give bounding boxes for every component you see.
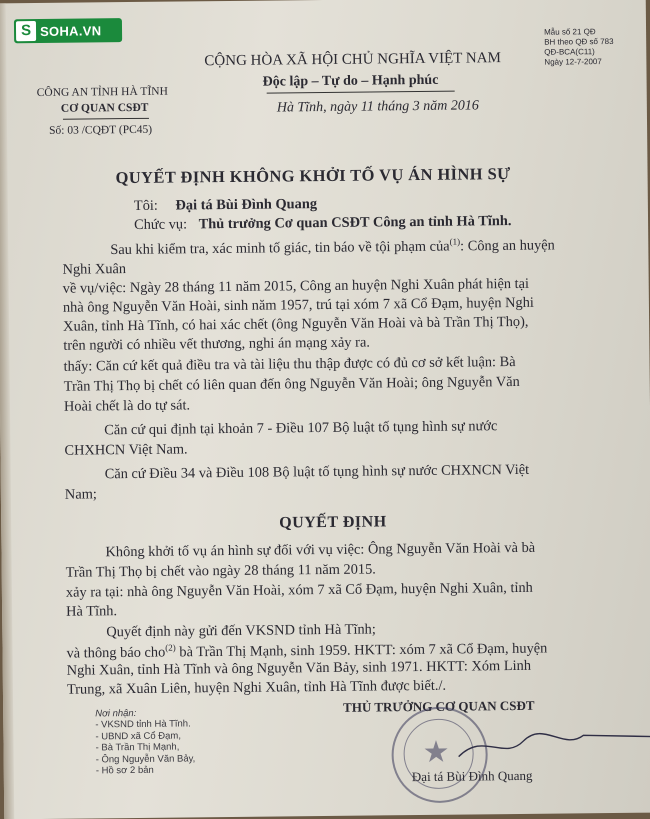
body-line: Căn cứ Điều 34 và Điều 108 Bộ luật tố tụng hình sự nước CHXNCN Việt [104, 461, 530, 483]
decision-line: Nghi Xuân, tỉnh Hà Tĩnh và ông Nguyễn Văn Bảy, sinh 1971. HKTT: Xóm Linh [66, 657, 532, 679]
body-line: Hoài chết là do tự sát. [63, 397, 191, 415]
officer-toi: Tôi: Đại tá Bùi Đình Quang [133, 196, 318, 214]
soha-logo-mark: S [16, 21, 36, 41]
recipient-item: - UBND xã Cổ Đạm, [95, 730, 181, 743]
signature-title: THỦ TRƯỞNG CƠ QUAN CSĐT [343, 697, 535, 715]
signature-icon [453, 724, 650, 766]
decision-line: và thông báo cho$^{(2)}$ bà Trần Thị Mạnh, sinh 1959. HKTT: xóm 7 xã Cổ Đạm, huyện [66, 640, 548, 662]
body-line: Nam; [64, 486, 97, 503]
issue-date: Hà Tĩnh, ngày 11 tháng 3 năm 2016 [276, 98, 479, 116]
body-line: về vụ/việc: Ngày 28 tháng 11 năm 2015, Công an huyện Nghi Xuân phát hiện tại [62, 275, 530, 297]
recipient-item: - Bà Trần Thị Mạnh, [95, 741, 180, 754]
decision-line: Trần Thị Thọ bị chết vào ngày 28 tháng 11 năm 2015. [65, 561, 376, 581]
motto: Độc lập – Tự do – Hạnh phúc [262, 72, 439, 90]
officer-position: Chức vụ: Thủ trưởng Cơ quan CSĐT Công an tỉnh Hà Tĩnh. [133, 213, 512, 233]
soha-logo-text: SOHA.VN [39, 22, 102, 39]
soha-logo [14, 18, 122, 43]
body-line: trên người có nhiều vết thương, nghi án mạng xảy ra. [63, 334, 370, 354]
decision-line: Hà Tĩnh. [66, 603, 118, 620]
recipient-item: - Ông Nguyễn Văn Bảy, [95, 753, 196, 766]
paper-edge [0, 3, 14, 819]
recipients-list [95, 707, 195, 776]
body-line: Xuân, tỉnh Hà Tĩnh, có hai xác chết (ông Nguyễn Văn Hoài và bà Trần Thị Thọ), [63, 313, 529, 335]
recipient-item: - Hồ sơ 2 bản [95, 764, 154, 777]
body-line: thấy: Căn cứ kết quả điều tra và tài liệu thu thập được có đủ cơ sở kết luận: Bà [63, 354, 516, 375]
recipients-label: Nơi nhận: [95, 707, 137, 720]
recipient-item: - VKSND tỉnh Hà Tĩnh. [95, 718, 191, 731]
body-line: Trần Thị Thọ bị chết có liên quan đến ông Nguyễn Văn Hoài; ông Nguyễn Văn [63, 373, 520, 395]
agency-name: CÔNG AN TỈNH HÀ TĨNH [36, 85, 168, 100]
decision-heading: QUYẾT ĐỊNH [279, 513, 387, 532]
official-seal-icon: ★ [391, 706, 488, 803]
decision-line: Trung, xã Xuân Liên, huyện Nghi Xuân, tỉnh Hà Tĩnh được biết./. [66, 677, 447, 698]
dept-name: CƠ QUAN CSĐT [60, 101, 149, 115]
body-line: nhà ông Nguyễn Văn Hoài, sinh năm 1957, trú tại xóm 7 xã Cổ Đạm, huyện Nghi [62, 294, 534, 316]
body-line: Sau khi kiểm tra, xác minh tố giác, tin báo về tội phạm của$^{(1)}$: Công an huyện [110, 236, 555, 259]
body-line: Căn cứ qui định tại khoản 7 - Điều 107 Bộ luật tố tụng hình sự nước [104, 418, 498, 439]
decision-line: xảy ra tại: nhà ông Nguyễn Văn Hoài, xóm 7 xã Cổ Đạm, huyện Nghi Xuân, tỉnh [65, 579, 533, 601]
form-note: Mẫu số 21 QĐ BH theo QĐ số 783 QĐ-BCA(C11) Ngày 12-7-2007 [544, 27, 614, 67]
decision-line: Không khởi tố vụ án hình sự đối với vụ việc: Ông Nguyễn Văn Hoài và bà [105, 539, 536, 561]
decision-line: Quyết định này gửi đến VKSND tỉnh Hà Tĩnh; [106, 621, 376, 641]
signer-name: Đại tá Bùi Đình Quang [411, 767, 533, 785]
country-name: CỘNG HÒA XÃ HỘI CHỦ NGHĨA VIỆT NAM [204, 50, 501, 70]
document-title: QUYẾT ĐỊNH KHÔNG KHỞI TỐ VỤ ÁN HÌNH SỰ [115, 164, 511, 188]
body-line: Nghi Xuân [62, 261, 127, 278]
body-line: CHXHCN Việt Nam. [64, 441, 188, 459]
document-number: Số: 03 /CQĐT (PC45) [49, 123, 153, 137]
